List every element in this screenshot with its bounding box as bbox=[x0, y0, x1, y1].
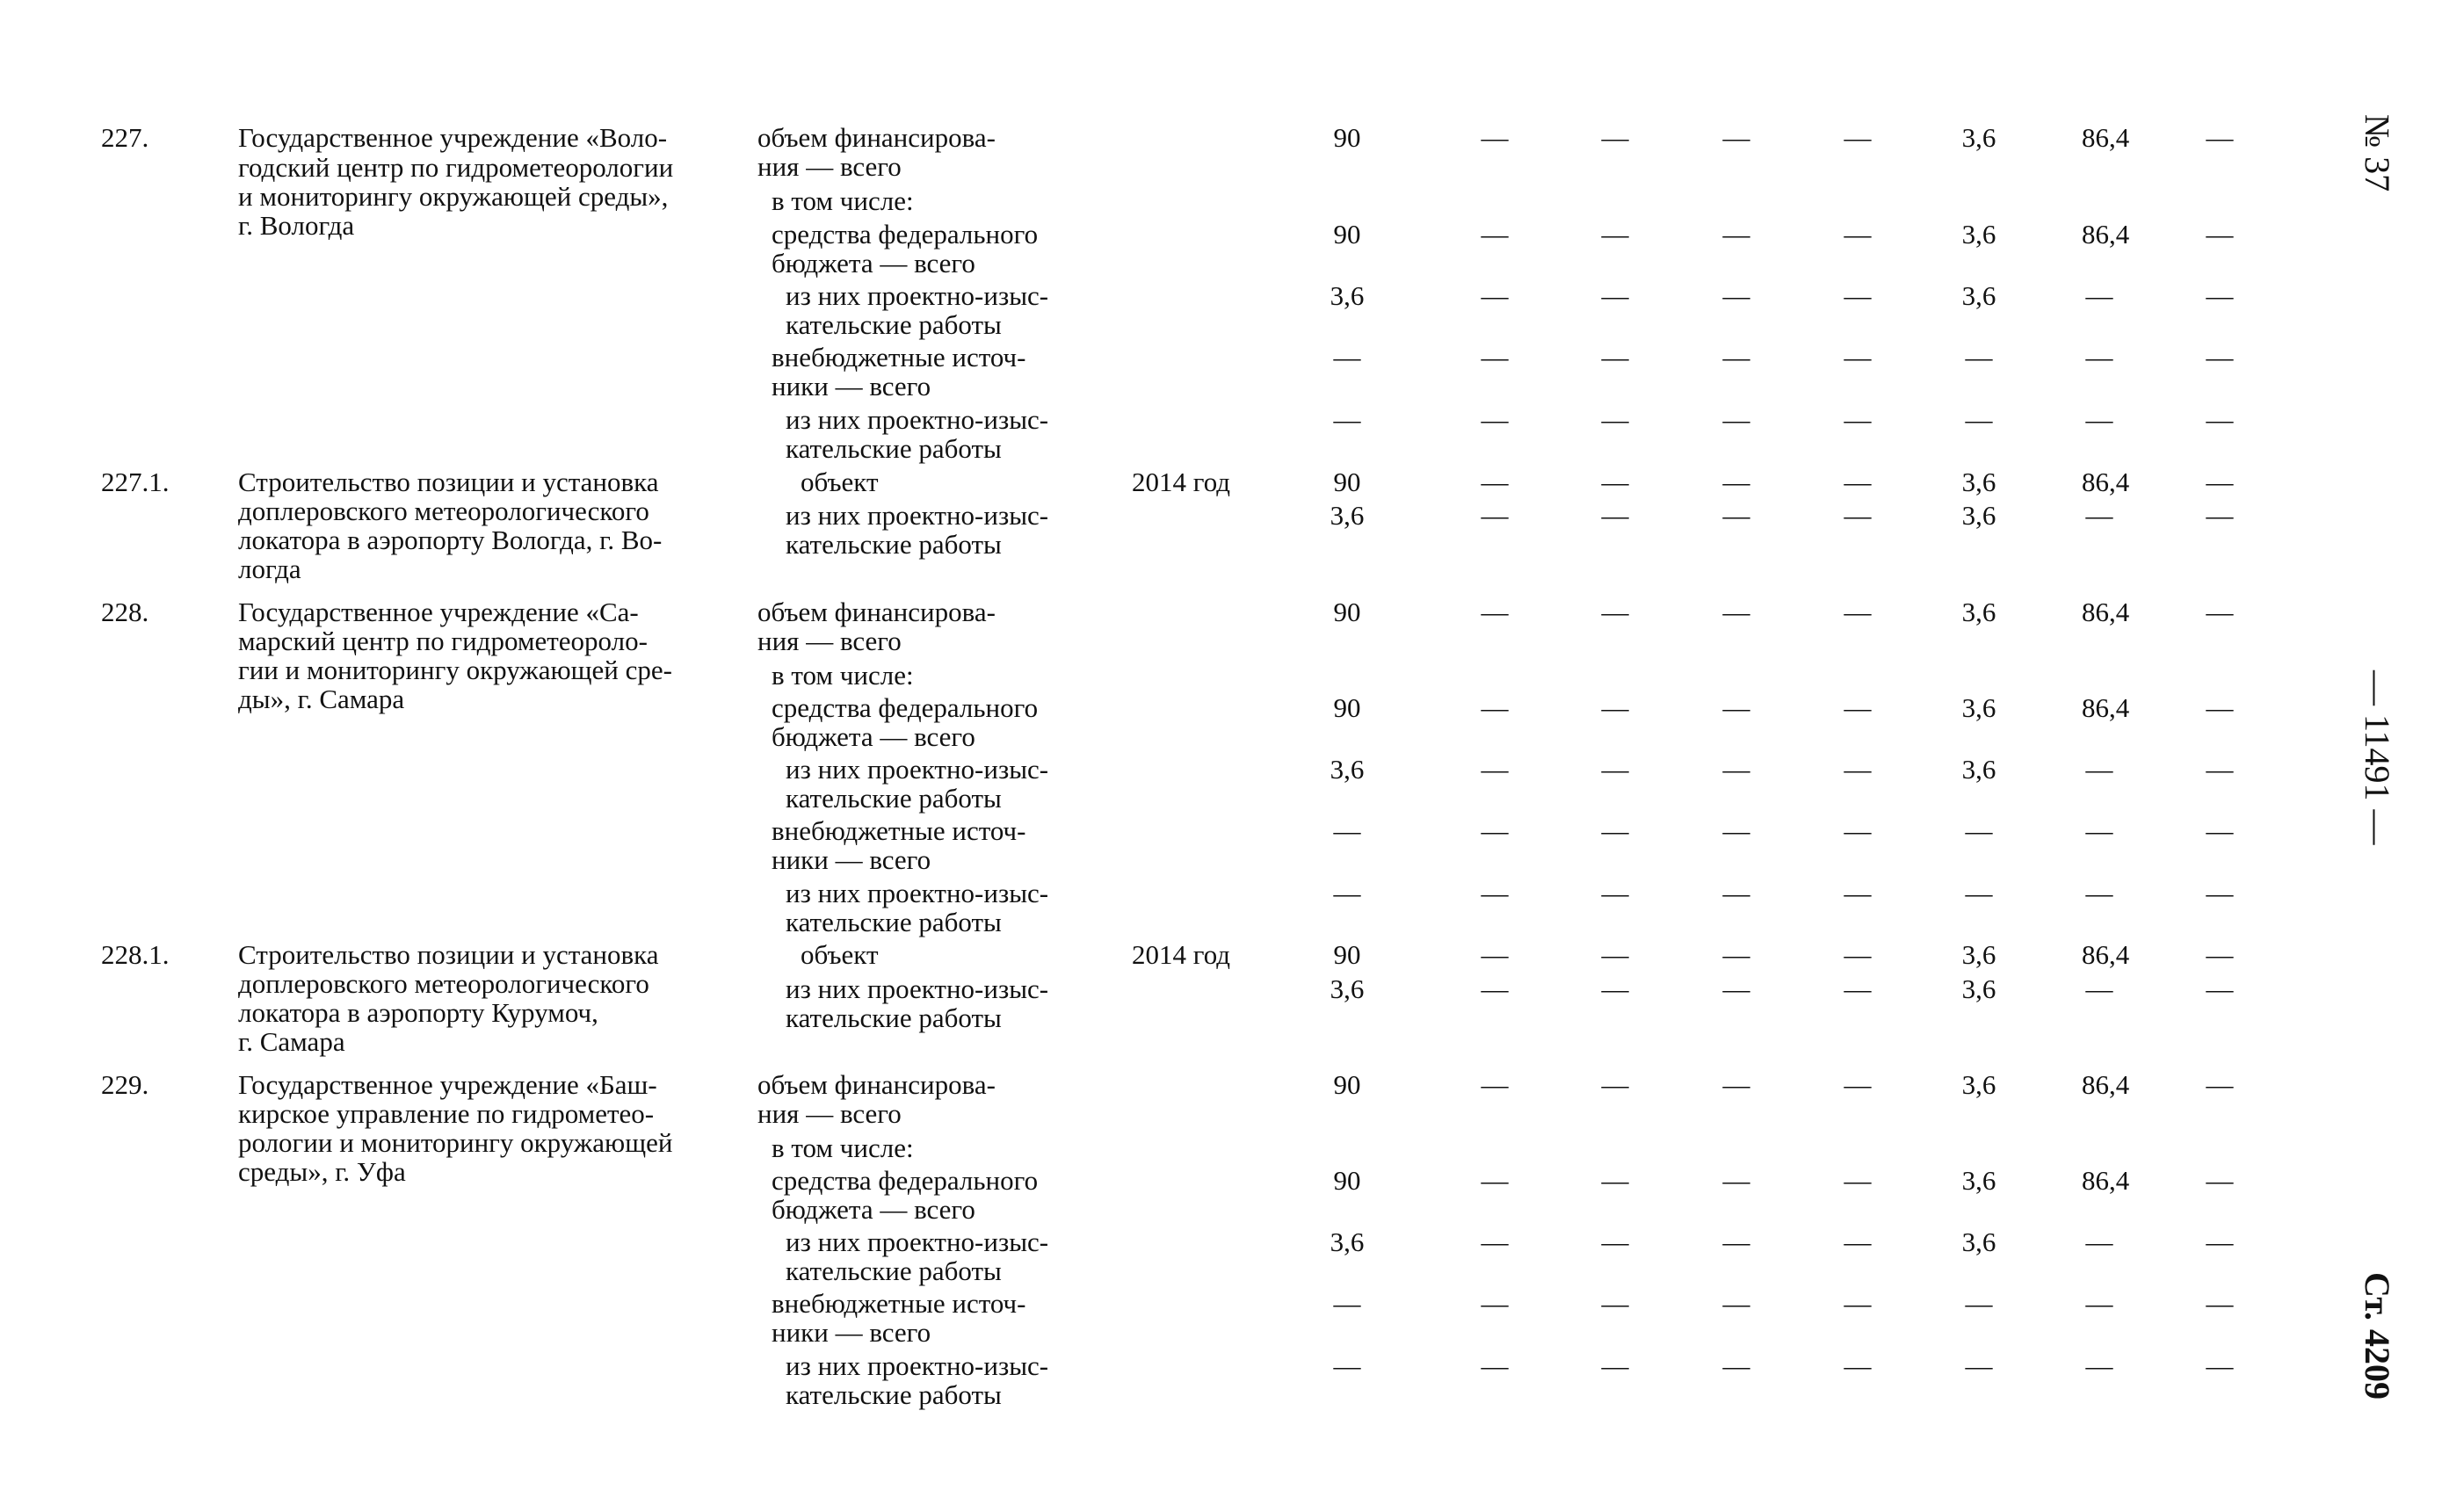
value-cell: — bbox=[1601, 1288, 1629, 1319]
value-cell: 3,6 bbox=[1961, 597, 1996, 627]
row-label-line: в том числе: bbox=[772, 660, 914, 691]
issue-number: № 37 bbox=[2358, 114, 2397, 192]
row-label-line: кательские работы bbox=[786, 433, 1002, 464]
value-cell: — bbox=[1333, 1350, 1361, 1381]
value-cell: — bbox=[1844, 692, 1872, 723]
period-cell: 2014 год bbox=[1132, 939, 1231, 970]
entry-title-line: Государственное учреждение «Баш- bbox=[238, 1069, 657, 1100]
entry-title-line: Государственное учреждение «Са- bbox=[238, 597, 639, 627]
value-cell: — bbox=[1601, 973, 1629, 1004]
value-cell: — bbox=[1601, 342, 1629, 373]
value-cell: — bbox=[1481, 692, 1509, 723]
value-cell: 3,6 bbox=[1330, 973, 1365, 1004]
value-cell: — bbox=[2085, 754, 2113, 785]
value-cell: — bbox=[1844, 122, 1872, 153]
value-cell: — bbox=[1601, 692, 1629, 723]
row-label-line: из них проектно-изыс- bbox=[786, 973, 1049, 1004]
value-cell: — bbox=[2085, 500, 2113, 531]
value-cell: — bbox=[1844, 1226, 1872, 1257]
value-cell: — bbox=[1722, 597, 1750, 627]
entry-title-line: рологии и мониторингу окружающей bbox=[238, 1127, 673, 1158]
value-cell: — bbox=[1601, 122, 1629, 153]
value-cell: 86,4 bbox=[2082, 939, 2130, 970]
value-cell: — bbox=[1722, 973, 1750, 1004]
value-cell: — bbox=[2085, 1350, 2113, 1381]
value-cell: 90 bbox=[1333, 939, 1361, 970]
value-cell: — bbox=[1481, 1288, 1509, 1319]
value-cell: — bbox=[1844, 973, 1872, 1004]
row-label-line: ния — всего bbox=[757, 626, 902, 656]
article-number: Ст. 4209 bbox=[2358, 1272, 2397, 1400]
row-label-line: кательские работы bbox=[786, 783, 1002, 814]
value-cell: — bbox=[2085, 1288, 2113, 1319]
entry-title-line: Государственное учреждение «Воло- bbox=[238, 122, 668, 153]
value-cell: — bbox=[2206, 597, 2234, 627]
row-label-line: кательские работы bbox=[786, 1255, 1002, 1286]
value-cell: 86,4 bbox=[2082, 219, 2130, 250]
value-cell: 90 bbox=[1333, 1165, 1361, 1196]
row-label-line: ники — всего bbox=[772, 1317, 931, 1348]
value-cell: — bbox=[1481, 815, 1509, 846]
value-cell: 90 bbox=[1333, 467, 1361, 497]
row-label-line: объект bbox=[801, 939, 879, 970]
value-cell: — bbox=[1844, 219, 1872, 250]
value-cell: — bbox=[1722, 939, 1750, 970]
row-label-line: объем финансирова- bbox=[757, 122, 996, 153]
value-cell: 3,6 bbox=[1961, 1069, 1996, 1100]
value-cell: — bbox=[1601, 878, 1629, 908]
value-cell: — bbox=[1601, 467, 1629, 497]
row-label-line: в том числе: bbox=[772, 1132, 914, 1163]
value-cell: — bbox=[1722, 815, 1750, 846]
value-cell: — bbox=[2206, 939, 2234, 970]
value-cell: — bbox=[2206, 467, 2234, 497]
value-cell: — bbox=[1844, 1069, 1872, 1100]
value-cell: — bbox=[1601, 219, 1629, 250]
value-cell: — bbox=[1481, 597, 1509, 627]
value-cell: — bbox=[1481, 122, 1509, 153]
value-cell: 90 bbox=[1333, 122, 1361, 153]
value-cell: — bbox=[1844, 1350, 1872, 1381]
value-cell: — bbox=[1722, 219, 1750, 250]
period-cell: 2014 год bbox=[1132, 467, 1231, 497]
value-cell: 86,4 bbox=[2082, 692, 2130, 723]
entry-title-line: марский центр по гидрометеороло- bbox=[238, 626, 648, 656]
value-cell: — bbox=[2206, 692, 2234, 723]
value-cell: — bbox=[1333, 1288, 1361, 1319]
value-cell: — bbox=[1844, 754, 1872, 785]
value-cell: 3,6 bbox=[1961, 692, 1996, 723]
value-cell: — bbox=[1601, 815, 1629, 846]
value-cell: 86,4 bbox=[2082, 1069, 2130, 1100]
value-cell: 3,6 bbox=[1330, 754, 1365, 785]
row-label-line: из них проектно-изыс- bbox=[786, 878, 1049, 908]
value-cell: — bbox=[2206, 1288, 2234, 1319]
value-cell: — bbox=[1601, 280, 1629, 311]
value-cell: — bbox=[1722, 467, 1750, 497]
row-label-line: объем финансирова- bbox=[757, 1069, 996, 1100]
row-label-line: ния — всего bbox=[757, 151, 902, 182]
value-cell: — bbox=[1601, 1069, 1629, 1100]
value-cell: — bbox=[1965, 815, 1993, 846]
row-label-line: средства федерального bbox=[772, 219, 1039, 250]
value-cell: — bbox=[1601, 1350, 1629, 1381]
value-cell: — bbox=[2206, 219, 2234, 250]
value-cell: — bbox=[1722, 1350, 1750, 1381]
value-cell: 86,4 bbox=[2082, 597, 2130, 627]
row-label-line: кательские работы bbox=[786, 1002, 1002, 1033]
value-cell: — bbox=[1722, 404, 1750, 435]
value-cell: — bbox=[1722, 692, 1750, 723]
value-cell: — bbox=[1844, 500, 1872, 531]
value-cell: — bbox=[1965, 1350, 1993, 1381]
row-label-line: кательские работы bbox=[786, 309, 1002, 340]
value-cell: 3,6 bbox=[1961, 1226, 1996, 1257]
value-cell: 3,6 bbox=[1961, 122, 1996, 153]
value-cell: — bbox=[1481, 219, 1509, 250]
entry-title-line: доплеровского метеорологического bbox=[238, 968, 649, 999]
value-cell: — bbox=[1481, 939, 1509, 970]
row-label-line: средства федерального bbox=[772, 1165, 1039, 1196]
value-cell: — bbox=[1722, 122, 1750, 153]
value-cell: — bbox=[1333, 404, 1361, 435]
value-cell: — bbox=[1333, 815, 1361, 846]
value-cell: — bbox=[1481, 878, 1509, 908]
value-cell: — bbox=[1965, 404, 1993, 435]
entry-title-line: кирское управление по гидрометео- bbox=[238, 1098, 655, 1129]
value-cell: — bbox=[2206, 404, 2234, 435]
entry-title-line: годский центр по гидрометеорологии bbox=[238, 152, 674, 183]
value-cell: 3,6 bbox=[1961, 973, 1996, 1004]
row-label-line: из них проектно-изыс- bbox=[786, 1226, 1049, 1257]
value-cell: — bbox=[2206, 815, 2234, 846]
value-cell: — bbox=[2206, 500, 2234, 531]
value-cell: — bbox=[1965, 1288, 1993, 1319]
value-cell: — bbox=[2085, 878, 2113, 908]
entry-title-line: и мониторингу окружающей среды», bbox=[238, 181, 669, 212]
value-cell: — bbox=[1722, 1288, 1750, 1319]
entry-title-line: Строительство позиции и установка bbox=[238, 467, 659, 497]
value-cell: 3,6 bbox=[1961, 754, 1996, 785]
row-label-line: кательские работы bbox=[786, 529, 1002, 560]
value-cell: — bbox=[1965, 878, 1993, 908]
value-cell: — bbox=[1601, 939, 1629, 970]
row-label-line: бюджета — всего bbox=[772, 1194, 975, 1225]
entry-number: 227.1. bbox=[101, 467, 170, 497]
value-cell: — bbox=[1965, 342, 1993, 373]
entry-title-line: г. Вологда bbox=[238, 210, 355, 241]
value-cell: — bbox=[1481, 280, 1509, 311]
value-cell: 3,6 bbox=[1961, 219, 1996, 250]
entry-number: 228.1. bbox=[101, 939, 170, 970]
value-cell: — bbox=[1601, 1165, 1629, 1196]
value-cell: — bbox=[2206, 1226, 2234, 1257]
value-cell: — bbox=[1481, 342, 1509, 373]
row-label-line: ники — всего bbox=[772, 371, 931, 402]
value-cell: — bbox=[1844, 878, 1872, 908]
row-label-line: бюджета — всего bbox=[772, 721, 975, 752]
value-cell: — bbox=[1722, 1226, 1750, 1257]
value-cell: — bbox=[1844, 815, 1872, 846]
value-cell: 3,6 bbox=[1961, 939, 1996, 970]
value-cell: — bbox=[2206, 878, 2234, 908]
value-cell: — bbox=[1844, 597, 1872, 627]
value-cell: — bbox=[2085, 1226, 2113, 1257]
value-cell: — bbox=[1481, 973, 1509, 1004]
value-cell: 3,6 bbox=[1961, 467, 1996, 497]
value-cell: — bbox=[2085, 342, 2113, 373]
value-cell: — bbox=[1481, 1226, 1509, 1257]
row-label-line: из них проектно-изыс- bbox=[786, 404, 1049, 435]
row-label-line: из них проектно-изыс- bbox=[786, 500, 1049, 531]
value-cell: 90 bbox=[1333, 597, 1361, 627]
value-cell: — bbox=[1722, 878, 1750, 908]
row-label-line: внебюджетные источ- bbox=[772, 815, 1026, 846]
entry-title-line: локатора в аэропорту Вологда, г. Во- bbox=[238, 524, 663, 555]
page-marker: — 11491 — bbox=[2358, 670, 2397, 845]
value-cell: — bbox=[2085, 973, 2113, 1004]
row-label-line: объект bbox=[801, 467, 879, 497]
value-cell: — bbox=[2206, 754, 2234, 785]
entry-title-line: гии и мониторингу окружающей сре- bbox=[238, 655, 672, 685]
value-cell: — bbox=[1844, 1165, 1872, 1196]
value-cell: 3,6 bbox=[1330, 500, 1365, 531]
value-cell: — bbox=[2206, 1165, 2234, 1196]
row-label-line: из них проектно-изыс- bbox=[786, 1350, 1049, 1381]
row-label-line: объем финансирова- bbox=[757, 597, 996, 627]
value-cell: — bbox=[1481, 1350, 1509, 1381]
value-cell: — bbox=[1481, 500, 1509, 531]
row-label-line: внебюджетные источ- bbox=[772, 342, 1026, 373]
row-label-line: средства федерального bbox=[772, 692, 1039, 723]
entry-title-line: доплеровского метеорологического bbox=[238, 496, 649, 526]
row-label-line: кательские работы bbox=[786, 907, 1002, 937]
row-label-line: из них проектно-изыс- bbox=[786, 754, 1049, 785]
value-cell: — bbox=[1601, 597, 1629, 627]
value-cell: — bbox=[1722, 1165, 1750, 1196]
value-cell: — bbox=[1844, 467, 1872, 497]
value-cell: — bbox=[1481, 404, 1509, 435]
value-cell: — bbox=[2206, 342, 2234, 373]
value-cell: — bbox=[2085, 404, 2113, 435]
value-cell: 86,4 bbox=[2082, 467, 2130, 497]
value-cell: — bbox=[1844, 404, 1872, 435]
value-cell: — bbox=[1722, 280, 1750, 311]
value-cell: — bbox=[2206, 280, 2234, 311]
value-cell: — bbox=[1333, 342, 1361, 373]
value-cell: 86,4 bbox=[2082, 1165, 2130, 1196]
value-cell: — bbox=[1722, 1069, 1750, 1100]
value-cell: — bbox=[1722, 754, 1750, 785]
value-cell: — bbox=[1333, 878, 1361, 908]
value-cell: 3,6 bbox=[1330, 1226, 1365, 1257]
value-cell: — bbox=[1601, 754, 1629, 785]
value-cell: 90 bbox=[1333, 692, 1361, 723]
value-cell: — bbox=[1481, 467, 1509, 497]
value-cell: 90 bbox=[1333, 1069, 1361, 1100]
value-cell: — bbox=[2085, 280, 2113, 311]
value-cell: — bbox=[1601, 500, 1629, 531]
value-cell: — bbox=[1601, 404, 1629, 435]
entry-title-line: логда bbox=[238, 553, 301, 584]
value-cell: 3,6 bbox=[1961, 280, 1996, 311]
row-label-line: ния — всего bbox=[757, 1098, 902, 1129]
value-cell: 3,6 bbox=[1330, 280, 1365, 311]
row-label-line: из них проектно-изыс- bbox=[786, 280, 1049, 311]
value-cell: — bbox=[1481, 754, 1509, 785]
value-cell: — bbox=[2206, 122, 2234, 153]
row-label-line: в том числе: bbox=[772, 185, 914, 216]
row-label-line: бюджета — всего bbox=[772, 248, 975, 279]
entry-number: 227. bbox=[101, 122, 149, 153]
value-cell: 90 bbox=[1333, 219, 1361, 250]
value-cell: 3,6 bbox=[1961, 1165, 1996, 1196]
value-cell: — bbox=[1481, 1165, 1509, 1196]
value-cell: — bbox=[1844, 1288, 1872, 1319]
value-cell: — bbox=[2085, 815, 2113, 846]
row-label-line: внебюджетные источ- bbox=[772, 1288, 1026, 1319]
value-cell: 86,4 bbox=[2082, 122, 2130, 153]
value-cell: — bbox=[1844, 939, 1872, 970]
value-cell: — bbox=[1481, 1069, 1509, 1100]
value-cell: — bbox=[2206, 1069, 2234, 1100]
value-cell: — bbox=[1844, 342, 1872, 373]
value-cell: — bbox=[1601, 1226, 1629, 1257]
value-cell: — bbox=[2206, 1350, 2234, 1381]
entry-number: 229. bbox=[101, 1069, 149, 1100]
row-label-line: кательские работы bbox=[786, 1379, 1002, 1410]
entry-title-line: среды», г. Уфа bbox=[238, 1156, 406, 1187]
entry-number: 228. bbox=[101, 597, 149, 627]
value-cell: — bbox=[1844, 280, 1872, 311]
entry-title-line: локатора в аэропорту Курумоч, bbox=[238, 997, 598, 1028]
entry-title-line: ды», г. Самара bbox=[238, 684, 405, 714]
row-label-line: ники — всего bbox=[772, 844, 931, 875]
value-cell: — bbox=[2206, 973, 2234, 1004]
value-cell: — bbox=[1722, 500, 1750, 531]
value-cell: — bbox=[1722, 342, 1750, 373]
entry-title-line: г. Самара bbox=[238, 1026, 345, 1057]
entry-title-line: Строительство позиции и установка bbox=[238, 939, 659, 970]
value-cell: 3,6 bbox=[1961, 500, 1996, 531]
